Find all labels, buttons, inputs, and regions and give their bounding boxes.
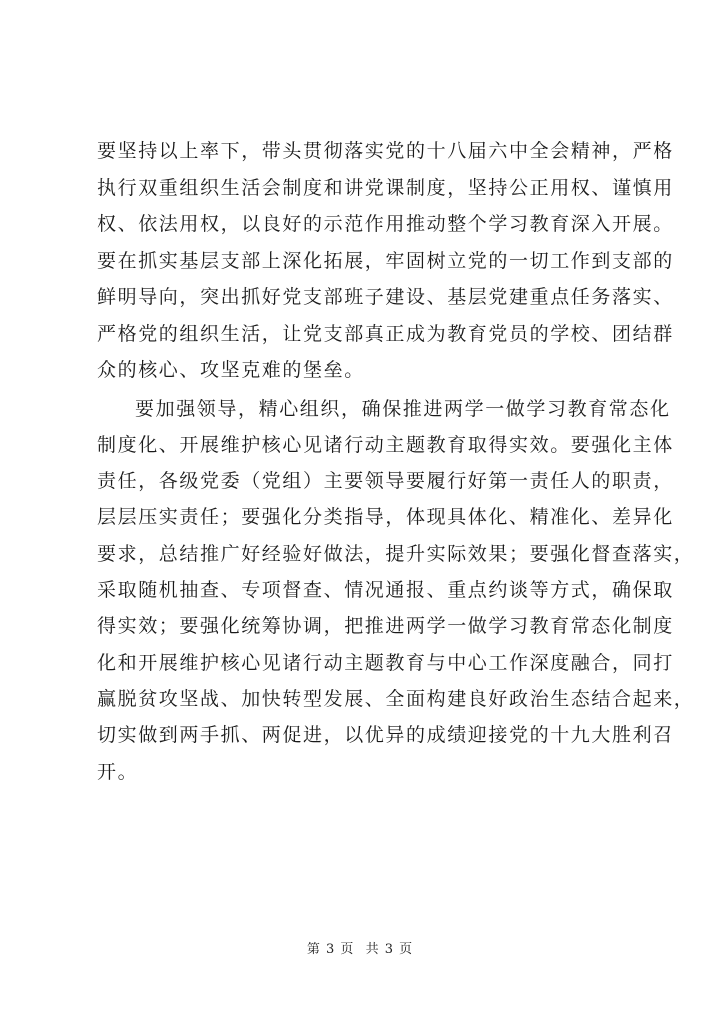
text-line: 化和开展维护核心见诸行动主题教育与中心工作深度融合，同打 (97, 652, 674, 674)
text-line: 制度化、开展维护核心见诸行动主题教育取得实效。要强化主体 (97, 434, 674, 456)
text-line: 要求，总结推广好经验好做法，提升实际效果；要强化督查落实， (97, 543, 695, 565)
text-line: 执行双重组织生活会制度和讲党课制度，坚持公正用权、谨慎用 (97, 177, 674, 199)
text-line: 开。 (97, 761, 139, 783)
text-line: 鲜明导向，突出抓好党支部班子建设、基层党建重点任务落实、 (97, 286, 674, 308)
text-line: 权、依法用权，以良好的示范作用推动整个学习教育深入开展。 (97, 213, 674, 235)
page-total: 共 3 页 (365, 942, 414, 957)
text-line: 得实效；要强化统筹协调，把推进两学一做学习教育常态化制度 (97, 615, 674, 637)
text-line: 众的核心、攻坚克难的堡垒。 (97, 359, 365, 381)
text-line: 层层压实责任；要强化分类指导，体现具体化、精准化、差异化 (97, 506, 674, 528)
page-footer (0, 938, 720, 957)
text-line: 严格党的组织生活，让党支部真正成为教育党员的学校、团结群 (97, 323, 674, 345)
text-line: 责任，各级党委（党组）主要领导要履行好第一责任人的职责， (97, 470, 674, 492)
text-line: 赢脱贫攻坚战、加快转型发展、全面构建良好政治生态结合起来， (97, 688, 695, 710)
text-line: 要在抓实基层支部上深化拓展，牢固树立党的一切工作到支部的 (97, 250, 674, 272)
page-number: 第 3 页 (306, 942, 355, 957)
text-line: 要加强领导，精心组织，确保推进两学一做学习教育常态化 (135, 398, 671, 420)
text-line: 要坚持以上率下，带头贯彻落实党的十八届六中全会精神，严格 (97, 140, 674, 162)
text-line: 采取随机抽查、专项督查、情况通报、重点约谈等方式，确保取 (97, 579, 674, 601)
text-line: 切实做到两手抓、两促进，以优异的成绩迎接党的十九大胜利召 (97, 724, 674, 746)
